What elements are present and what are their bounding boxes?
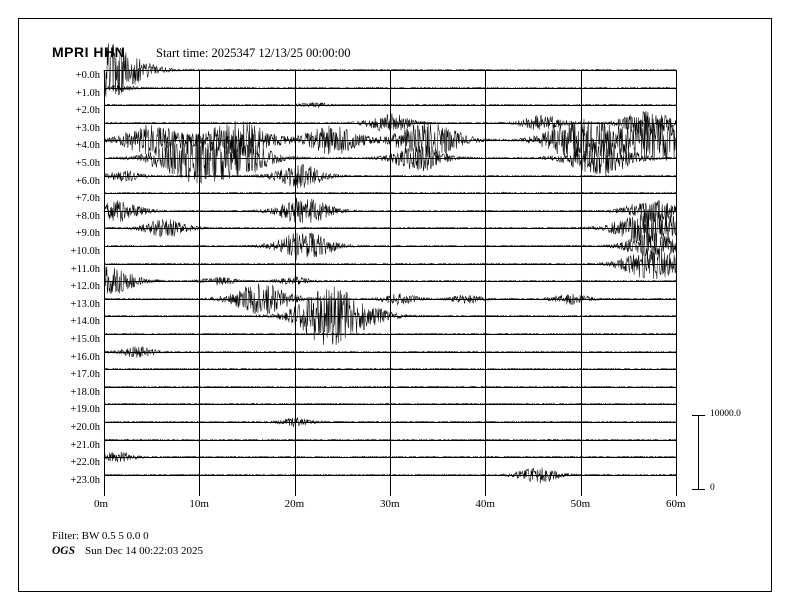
- x-axis-tick-label: 30m: [380, 498, 400, 510]
- y-axis-labels: [52, 62, 100, 502]
- scale-line: [698, 415, 699, 490]
- x-axis-tick-label: 60m: [666, 498, 686, 510]
- y-axis-tick-label: +14.0h: [70, 316, 100, 328]
- y-axis-tick-label: +17.0h: [70, 369, 100, 381]
- station-title: MPRI HHN: [52, 44, 126, 60]
- x-axis-tick-label: 40m: [475, 498, 495, 510]
- amplitude-scale-bar: [690, 409, 741, 493]
- y-axis-tick-label: +19.0h: [70, 404, 100, 416]
- y-axis-tick-label: +3.0h: [75, 122, 100, 134]
- y-axis-tick-label: +8.0h: [75, 210, 100, 222]
- x-axis-tick-label: 0m: [94, 498, 109, 510]
- x-axis-tick: [104, 490, 105, 496]
- y-axis-tick-label: +9.0h: [75, 228, 100, 240]
- y-axis-tick-label: +10.0h: [70, 246, 100, 257]
- x-axis-tick-label: 10m: [189, 498, 209, 510]
- y-axis-tick-label: +4.0h: [75, 140, 100, 152]
- y-axis-tick-label: +2.0h: [75, 105, 100, 117]
- y-axis-tick-label: +7.0h: [75, 193, 100, 205]
- y-axis-tick-label: +22.0h: [70, 457, 100, 469]
- scale-cap-top: [692, 415, 705, 416]
- x-axis-tick: [199, 490, 200, 496]
- x-axis-tick: [390, 490, 391, 496]
- seismogram-plot-area: [104, 70, 676, 490]
- y-axis-tick-label: +6.0h: [75, 175, 100, 187]
- y-axis-tick-label: +21.0h: [70, 439, 100, 451]
- scale-label-top: 10000.0: [710, 409, 741, 419]
- y-axis-tick-label: +0.0h: [75, 70, 100, 81]
- footer-credit: [52, 545, 203, 557]
- x-axis-labels: [80, 498, 720, 516]
- scale-label-bottom: 0: [710, 483, 715, 493]
- y-axis-tick-label: +1.0h: [75, 87, 100, 99]
- scale-cap-bottom: [692, 489, 705, 490]
- x-axis-tick: [485, 490, 486, 496]
- y-axis-tick-label: +13.0h: [70, 298, 100, 310]
- filter-label: Filter: BW 0.5 5 0.0 0: [52, 530, 149, 542]
- trace-row: [104, 475, 676, 476]
- grid-line-vertical: [676, 70, 677, 490]
- agency-label: OGS: [52, 545, 76, 557]
- y-axis-tick-label: +12.0h: [70, 281, 100, 293]
- x-axis-tick-label: 20m: [284, 498, 305, 510]
- x-axis-tick: [581, 490, 582, 496]
- x-axis-tick-label: 50m: [570, 498, 591, 510]
- y-axis-tick-label: +15.0h: [70, 334, 100, 345]
- y-axis-tick-label: +16.0h: [70, 351, 100, 363]
- x-axis-tick: [676, 490, 677, 496]
- x-axis-tick: [295, 490, 296, 496]
- y-axis-tick-label: +23.0h: [70, 474, 100, 486]
- y-axis-tick-label: +11.0h: [70, 263, 100, 275]
- y-axis-tick-label: +18.0h: [70, 386, 100, 398]
- start-time-label: Start time: 2025347 12/13/25 00:00:00: [156, 46, 351, 60]
- generated-timestamp: Sun Dec 14 00:22:03 2025: [85, 545, 203, 557]
- y-axis-tick-label: +20.0h: [70, 422, 100, 433]
- y-axis-tick-label: +5.0h: [75, 158, 100, 169]
